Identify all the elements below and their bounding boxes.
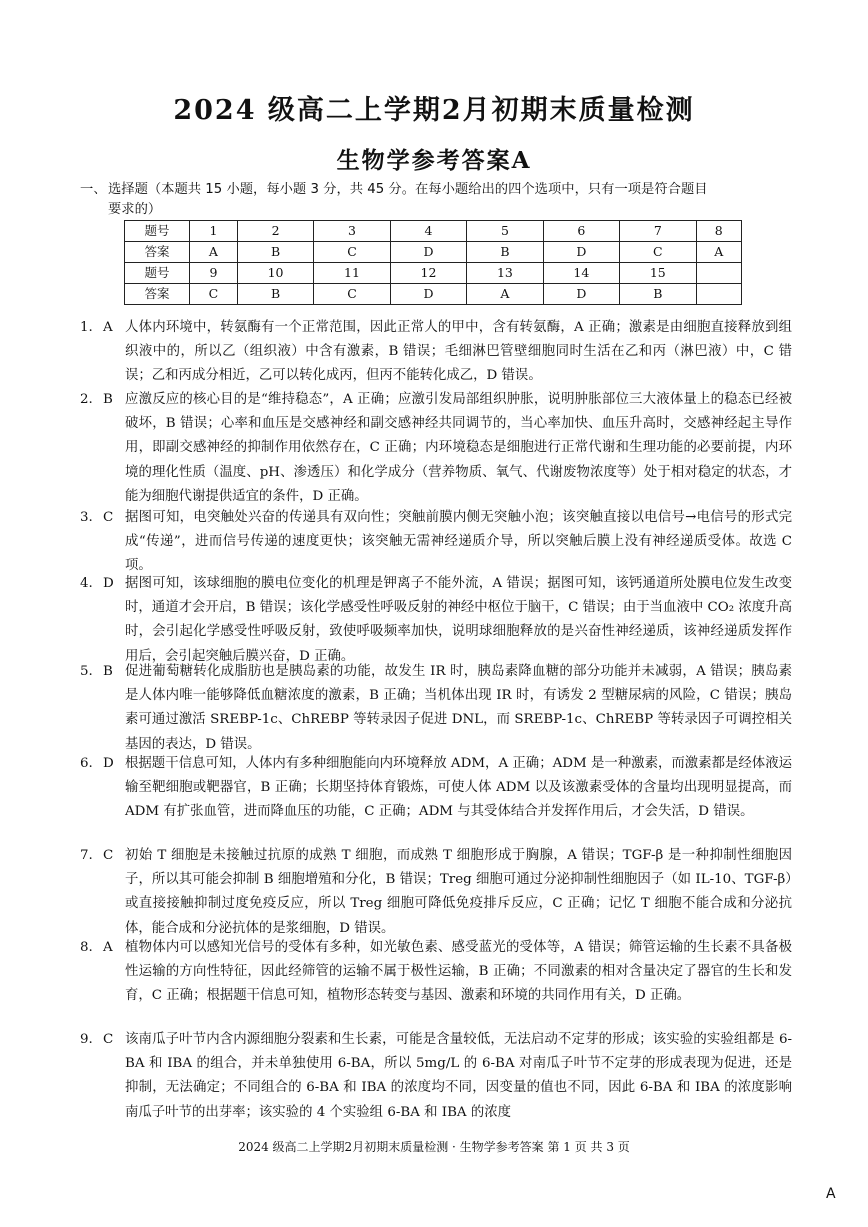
section-instructions-line1: 选择题（本题共 15 小题，每小题 3 分，共 45 分。在每小题给出的四个选项中，只有一项是符合题目 <box>108 182 708 197</box>
answer-table-cell: 8 <box>696 221 741 242</box>
question-item <box>80 388 792 509</box>
answer-table-row <box>125 263 742 284</box>
answer-table-cell <box>696 284 741 305</box>
answer-table-cell: 2 <box>237 221 313 242</box>
answer-table-cell: C <box>314 242 390 263</box>
question-explanation: 应激反应的核心目的是“维持稳态”，A 正确；应激引发局部组织肿胀，说明肿胀部位三大液体量上的稳态已经被破坏，B 错误；心率和血压是交感神经和副交感神经共同调节的，当心率加快、血压升高时，交感神经起主导作用，即副交感神经的抑制作用依然存在，C 正确；内环境稳态是细胞进行正常代谢和生理功能的必要前提，内环境的理化性质（温度、pH、渗透压）和化学成分（营养物质、氧气、代谢废物浓度等）处于相对稳定的状态，才能为细胞代谢提供适宜的条件，D 正确。 <box>125 392 792 504</box>
question-explanation: 初始 T 细胞是未接触过抗原的成熟 T 细胞，而成熟 T 细胞形成于胸腺，A 错误；TGF-β 是一种抑制性细胞因子，所以其可能会抑制 B 细胞增殖和分化，B 错误；Treg 细胞可通过分泌抑制性细胞因子（如 IL-10、TGF-β）或直接接触抑制过度免疫反应，所以 Treg 细胞可降低免疫排斥反应，C 正确；记忆 T 细胞不能合成和分泌抗体，能合成和分泌抗体的是浆细胞，D 错误。 <box>125 848 792 936</box>
answer-table-cell: D <box>390 242 466 263</box>
answer-table-cell: 3 <box>314 221 390 242</box>
question-number: 3. <box>80 510 93 525</box>
answer-table-cell: 11 <box>314 263 390 284</box>
answer-table-cell: 10 <box>237 263 313 284</box>
question-number: 5. <box>80 664 93 679</box>
answer-table-cell: A <box>190 242 238 263</box>
answer-table-row-header: 答案 <box>125 284 190 305</box>
question-answer: C <box>103 1032 114 1047</box>
answer-table-cell: 9 <box>190 263 238 284</box>
question-explanation: 根据题干信息可知，人体内有多种细胞能向内环境释放 ADM，A 正确；ADM 是一种激素，而激素都是经体液运输至靶细胞或靶器官，B 正确；长期坚持体育锻炼，可使人体 ADM 以及该激素受体的含量均出现明显提高，而 ADM 有扩张血管，进而降血压的功能，C 正确；ADM 与其受体结合并发挥作用后，才会失活，D 错误。 <box>125 756 792 820</box>
answer-table-cell: C <box>314 284 390 305</box>
question-item <box>80 936 792 1009</box>
question-item <box>80 844 792 941</box>
answer-table-cell: 15 <box>620 263 696 284</box>
question-answer: A <box>103 320 113 335</box>
page-footer: 2024 级高二上学期2月初期末质量检测 · 生物学参考答案 第 1 页 共 3 页 <box>238 1140 630 1154</box>
question-explanation: 促进葡萄糖转化成脂肪也是胰岛素的功能，故发生 IR 时，胰岛素降血糖的部分功能并未减弱，A 错误；胰岛素是人体内唯一能够降低血糖浓度的激素，B 正确；当机体出现 IR 时，有诱发 2 型糖尿病的风险，C 错误；胰岛素可通过激活 SREBP-1c、ChREBP 等转录因子促进 DNL，而 SREBP-1c、ChREBP 等转录因子可调控相关基因的表达，D 错误。 <box>125 664 792 752</box>
question-answer: B <box>103 664 113 679</box>
question-item <box>80 660 792 757</box>
answer-table-cell: 5 <box>467 221 543 242</box>
section-number: 一、 <box>80 182 107 197</box>
answer-table-cell: 1 <box>190 221 238 242</box>
answer-table-cell: B <box>237 284 313 305</box>
question-explanation: 人体内环境中，转氨酶有一个正常范围，因此正常人的甲中，含有转氨酶，A 正确；激素是由细胞直接释放到组织液中的，所以乙（组织液）中含有激素，B 错误；毛细淋巴管壁细胞同时生活在乙和丙（淋巴液）中，C 错误；乙和丙成分相近，乙可以转化成丙，但丙不能转化成乙，D 错误。 <box>125 320 792 384</box>
answer-table-row <box>125 242 742 263</box>
question-number: 7. <box>80 848 93 863</box>
answer-table-cell: 14 <box>543 263 619 284</box>
question-answer: A <box>103 940 113 955</box>
page-subtitle: 生物学参考答案A <box>336 147 532 174</box>
answer-table-cell: C <box>190 284 238 305</box>
answer-table-cell: C <box>620 242 696 263</box>
question-item <box>80 752 792 825</box>
answer-table-cell: 12 <box>390 263 466 284</box>
question-item <box>80 316 792 389</box>
question-answer: D <box>103 576 114 591</box>
question-item <box>80 506 792 579</box>
answer-table-row-header: 题号 <box>125 221 190 242</box>
section-heading <box>80 180 800 220</box>
question-number: 2. <box>80 392 93 407</box>
question-answer: B <box>103 392 113 407</box>
corner-mark: A <box>826 1186 836 1202</box>
question-answer: C <box>103 510 114 525</box>
answer-table-cell: B <box>237 242 313 263</box>
question-explanation: 据图可知，该球细胞的膜电位变化的机理是钾离子不能外流，A 错误；据图可知，该钙通道所处膜电位发生改变时，通道才会开启，B 错误；该化学感受性呼吸反射的神经中枢位于脑干，C 错误；由于当血液中 CO₂ 浓度升高时，会引起化学感受性呼吸反射，致使呼吸频率加快，说明球细胞释放的是兴奋性神经递质，该神经递质发挥作用后，会引起突触后膜兴奋，D 正确。 <box>125 576 792 664</box>
answer-table-cell: B <box>620 284 696 305</box>
question-item <box>80 572 792 669</box>
answer-table-cell: 7 <box>620 221 696 242</box>
answer-table-row <box>125 284 742 305</box>
question-explanation: 植物体内可以感知光信号的受体有多种，如光敏色素、感受蓝光的受体等，A 错误；筛管运输的生长素不具备极性运输的方向性特征，因此经筛管的运输不属于极性运输，B 正确；不同激素的相对含量决定了器官的生长和发育，C 正确；根据题干信息可知，植物形态转变与基因、激素和环境的共同作用有关，D 正确。 <box>125 940 792 1004</box>
answer-table-cell: 13 <box>467 263 543 284</box>
question-answer: C <box>103 848 114 863</box>
question-item <box>80 1028 792 1125</box>
question-number: 1. <box>80 320 93 335</box>
answer-table-cell: 6 <box>543 221 619 242</box>
answer-table-cell: D <box>543 242 619 263</box>
answer-table-cell: D <box>390 284 466 305</box>
answer-table-row <box>125 221 742 242</box>
answer-table-row-header: 题号 <box>125 263 190 284</box>
question-number: 6. <box>80 756 93 771</box>
question-explanation: 据图可知，电突触处兴奋的传递具有双向性；突触前膜内侧无突触小泡；该突触直接以电信号→电信号的形式完成“传递”，进而信号传递的速度更快；该突触无需神经递质介导，所以突触后膜上没有神经递质受体。故选 C 项。 <box>125 510 792 574</box>
answer-table <box>124 220 742 305</box>
question-number: 8. <box>80 940 93 955</box>
question-explanation: 该南瓜子叶节内含内源细胞分裂素和生长素，可能是含量较低，无法启动不定芽的形成；该实验的实验组都是 6-BA 和 IBA 的组合，并未单独使用 6-BA，所以 5mg/L 的 6-BA 对南瓜子叶节不定芽的形成表现为促进，还是抑制，无法确定；不同组合的 6-BA 和 IBA 的浓度均不同，因变量的值也不同，因此 6-BA 和 IBA 的浓度影响南瓜子叶节的出芽率；该实验的 4 个实验组 6-BA 和 IBA 的浓度 <box>125 1032 792 1120</box>
section-instructions-line2: 要求的） <box>108 202 162 217</box>
answer-table-cell: A <box>467 284 543 305</box>
answer-table-cell: B <box>467 242 543 263</box>
answer-table-cell: A <box>696 242 741 263</box>
answer-table-cell: 4 <box>390 221 466 242</box>
question-answer: D <box>103 756 114 771</box>
answer-table-row-header: 答案 <box>125 242 190 263</box>
answer-table-cell <box>696 263 741 284</box>
question-number: 4. <box>80 576 93 591</box>
question-number: 9. <box>80 1032 93 1047</box>
page-title: 2024 级高二上学期2月初期末质量检测 <box>173 95 695 126</box>
answer-table-cell: D <box>543 284 619 305</box>
